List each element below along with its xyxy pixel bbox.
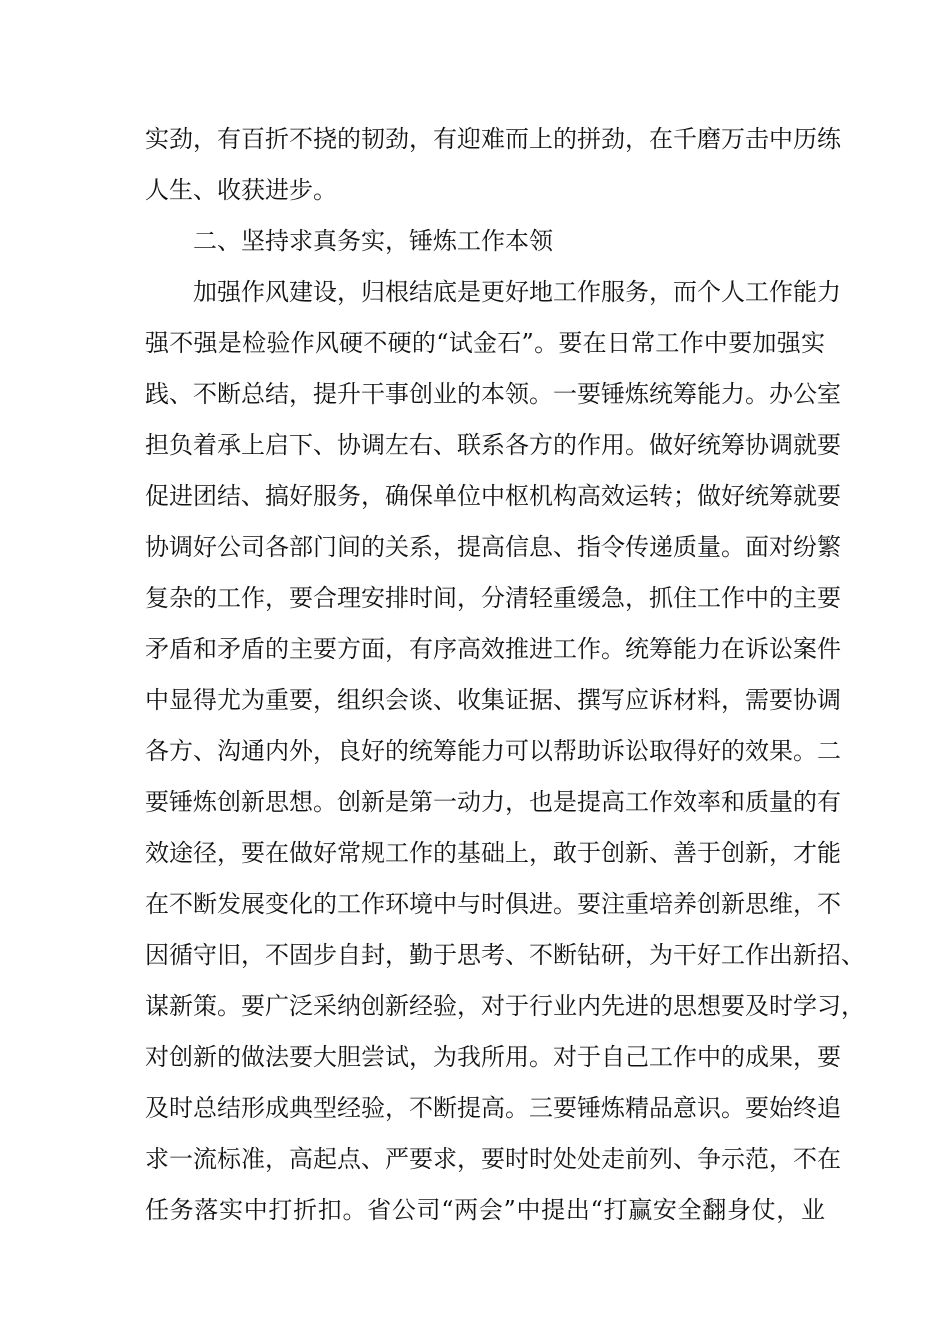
text-line: 因循守旧，不固步自封，勤于思考、不断钻研，为干好工作出新招、 (145, 941, 865, 969)
text-line: 复杂的工作，要合理安排时间，分清轻重缓急，抓住工作中的主要 (145, 584, 841, 612)
text-line: 加强作风建设，归根结底是更好地工作服务，而个人工作能力 (193, 278, 841, 306)
text-line: 协调好公司各部门间的关系，提高信息、指令传递质量。面对纷繁 (145, 533, 841, 561)
text-line: 中显得尤为重要，组织会谈、收集证据、撰写应诉材料，需要协调 (145, 686, 841, 714)
text-line: 各方、沟通内外，良好的统筹能力可以帮助诉讼取得好的效果。二 (145, 737, 841, 765)
text-line: 强不强是检验作风硬不硬的“试金石”。要在日常工作中要加强实 (145, 329, 825, 357)
text-line: 要锤炼创新思想。创新是第一动力，也是提高工作效率和质量的有 (145, 788, 841, 816)
text-line: 矛盾和矛盾的主要方面，有序高效推进工作。统筹能力在诉讼案件 (145, 635, 841, 663)
text-line: 担负着承上启下、协调左右、联系各方的作用。做好统筹协调就要 (145, 431, 841, 459)
text-line: 效途径，要在做好常规工作的基础上，敢于创新、善于创新，才能 (145, 839, 841, 867)
text-line: 促进团结、搞好服务，确保单位中枢机构高效运转；做好统筹就要 (145, 482, 841, 510)
text-line: 践、不断总结，提升干事创业的本领。一要锤炼统筹能力。办公室 (145, 380, 841, 408)
text-line: 在不断发展变化的工作环境中与时俱进。要注重培养创新思维，不 (145, 890, 841, 918)
section-heading: 二、坚持求真务实，锤炼工作本领 (193, 227, 553, 255)
text-line: 人生、收获进步。 (145, 176, 337, 204)
text-line: 任务落实中打折扣。省公司“两会”中提出“打赢安全翻身仗，业 (145, 1196, 825, 1224)
text-line: 谋新策。要广泛采纳创新经验，对于行业内先进的思想要及时学习， (145, 992, 865, 1020)
text-line: 求一流标准，高起点、严要求，要时时处处走前列、争示范，不在 (145, 1145, 841, 1173)
text-line: 实劲，有百折不挠的韧劲，有迎难而上的拼劲，在千磨万击中历练 (145, 125, 841, 153)
text-line: 及时总结形成典型经验，不断提高。三要锤炼精品意识。要始终追 (145, 1094, 841, 1122)
text-line: 对创新的做法要大胆尝试，为我所用。对于自己工作中的成果，要 (145, 1043, 841, 1071)
